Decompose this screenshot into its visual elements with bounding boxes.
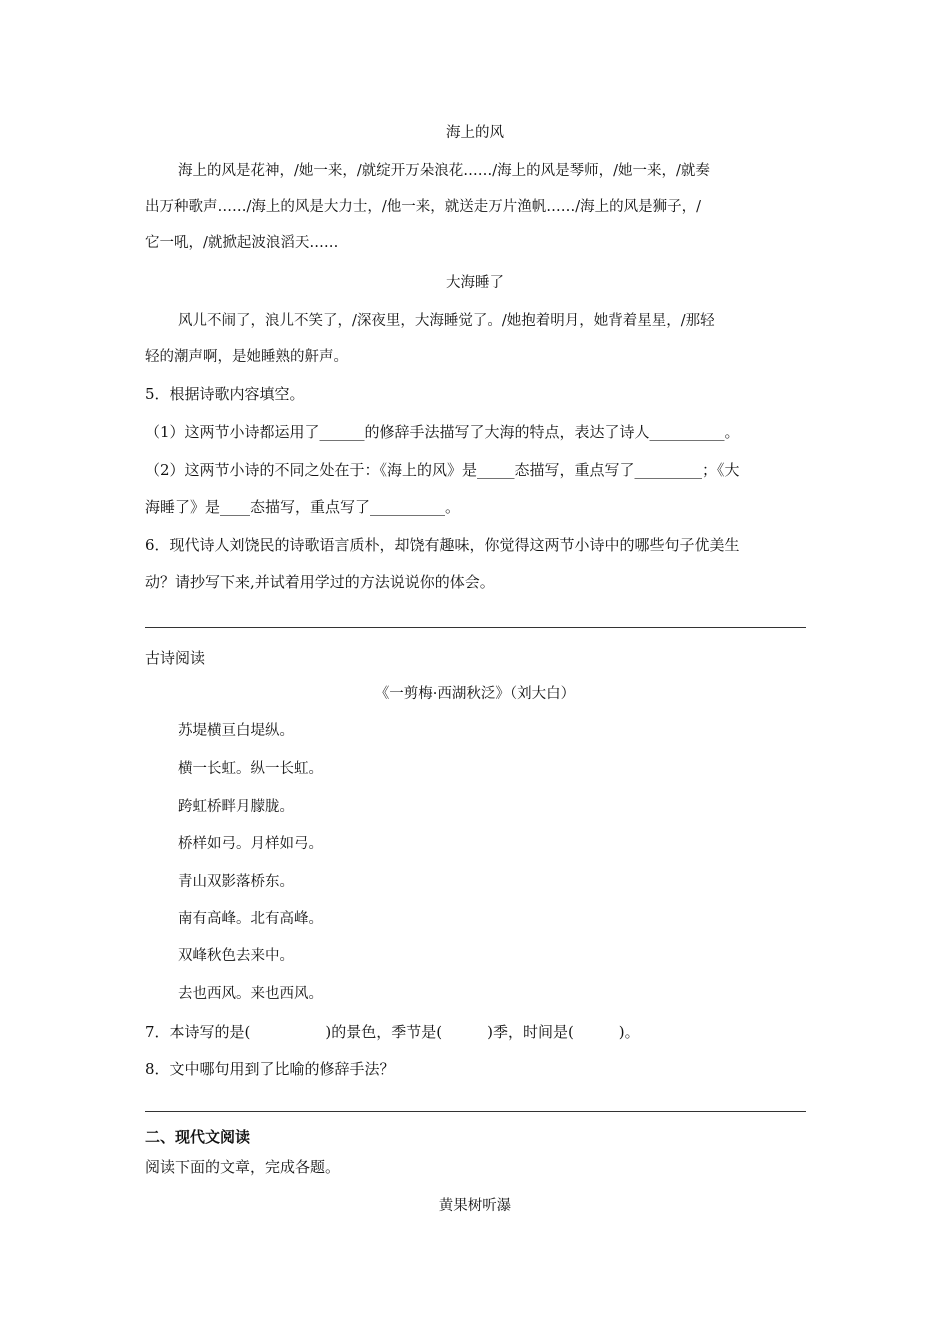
ancient-poem-title: 《一剪梅·西湖秋泛》（刘大白） — [374, 686, 576, 702]
divider — [145, 1111, 806, 1112]
poem2-title: 大海睡了 — [446, 275, 504, 291]
ancient-poem-line: 青山双影落桥东。 — [178, 874, 294, 890]
section-label-ancient-poem: 古诗阅读 — [145, 649, 206, 667]
ancient-poem-line: 去也西风。来也西风。 — [178, 986, 323, 1002]
question-6-line-1: 6．现代诗人刘饶民的诗歌语言质朴，却饶有趣味，你觉得这两节小诗中的哪些句子优美生 — [145, 536, 740, 554]
question-5-sub-2-line-1: （2）这两节小诗的不同之处在于：《海上的风》是_____态描写，重点写了_________；《大 — [145, 461, 740, 479]
section-2-instruction: 阅读下面的文章，完成各题。 — [145, 1158, 341, 1176]
question-5-stem: 5．根据诗歌内容填空。 — [145, 385, 305, 403]
poem2-line-2: 轻的潮声啊，是她睡熟的鼾声。 — [145, 349, 348, 365]
section-2-heading: 二、现代文阅读 — [145, 1128, 251, 1146]
question-5-sub-1: （1）这两节小诗都运用了______的修辞手法描写了大海的特点，表达了诗人__________。 — [145, 423, 740, 441]
question-8: 8．文中哪句用到了比喻的修辞手法？ — [145, 1060, 395, 1078]
article-title: 黄果树听瀑 — [438, 1198, 512, 1214]
question-7: 7．本诗写的是( )的景色，季节是( )季，时间是( )。 — [145, 1023, 640, 1041]
poem1-line-3: 它一吼，/就掀起波浪滔天…… — [145, 235, 339, 251]
ancient-poem-line: 桥样如弓。月样如弓。 — [178, 836, 323, 852]
question-5-sub-2-line-2: 海睡了》是____态描写，重点写了__________。 — [145, 498, 461, 516]
ancient-poem-line: 南有高峰。北有高峰。 — [178, 911, 323, 927]
poem1-line-1: 海上的风是花神，/她一来，/就绽开万朵浪花……/海上的风是琴师，/她一来，/就奏 — [178, 163, 710, 179]
ancient-poem-line: 横一长虹。纵一长虹。 — [178, 761, 323, 777]
ancient-poem-line: 双峰秋色去来中。 — [178, 948, 294, 964]
divider — [145, 627, 806, 628]
poem1-title: 海上的风 — [446, 125, 504, 141]
ancient-poem-line: 苏堤横亘白堤纵。 — [178, 723, 294, 739]
question-6-line-2: 动？请抄写下来,并试着用学过的方法说说你的体会。 — [145, 573, 495, 591]
poem2-line-1: 风儿不闹了，浪儿不笑了，/深夜里，大海睡觉了。/她抱着明月，她背着星星，/那轻 — [178, 313, 715, 329]
ancient-poem-line: 跨虹桥畔月朦胧。 — [178, 799, 294, 815]
poem1-line-2: 出万种歌声……/海上的风是大力士，/他一来，就送走万片渔帆……/海上的风是狮子，/ — [145, 199, 702, 215]
